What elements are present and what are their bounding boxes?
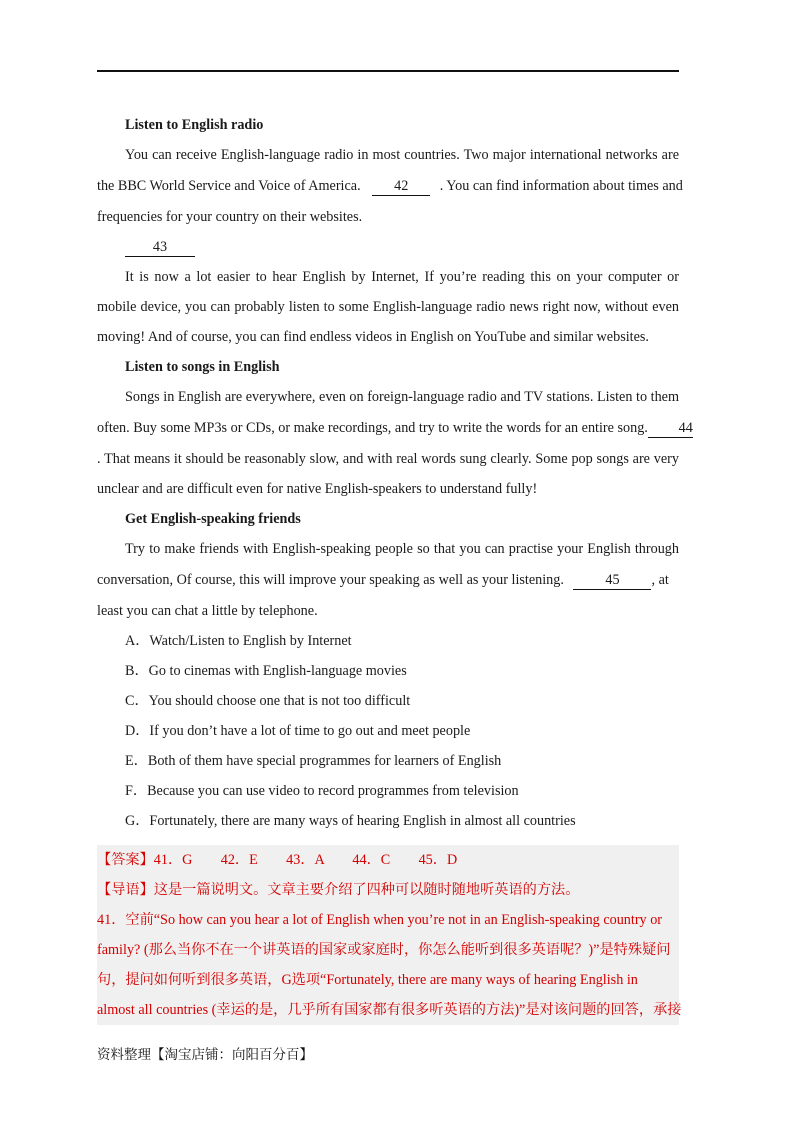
blank-42: 42	[372, 177, 430, 196]
paragraph-line	[97, 412, 693, 444]
answer-explanation-line: family? (那么当你不在一个讲英语的国家或家庭时，你怎么能听到很多英语呢？)”是特殊疑问	[97, 942, 671, 958]
paragraph-text: often. Buy some MP3s or CDs, or make recordings, and try to write the words for an entire song.	[97, 420, 648, 436]
answer-explanation-line: 41．空前“So how can you hear a lot of English when you’re not in an English-speaking country or	[97, 912, 663, 928]
option-d: D．If you don’t have a lot of time to go out and meet people	[125, 723, 471, 739]
paragraph-text: . You can find information about times and	[439, 178, 683, 194]
section-heading-songs: Listen to songs in English	[125, 359, 280, 375]
option-g: G．Fortunately, there are many ways of hearing English in almost all countries	[125, 813, 576, 829]
section-heading-radio: Listen to English radio	[125, 117, 264, 133]
paragraph-line: Try to make friends with English-speaking people so that you can practise your English through	[125, 541, 679, 557]
paragraph-line: moving! And of course, you can find endless videos in English on YouTube and similar websites.	[97, 329, 649, 345]
paragraph-line: least you can chat a little by telephone.	[97, 603, 318, 619]
option-a: A．Watch/Listen to English by Internet	[125, 633, 352, 649]
blank-45: 45	[573, 571, 651, 590]
section-heading-friends: Get English-speaking friends	[125, 511, 301, 527]
header-rule	[97, 70, 679, 72]
paragraph-line	[97, 564, 679, 596]
blank-43: 43	[125, 238, 195, 257]
blank-line-43	[97, 232, 679, 262]
paragraph-text: conversation, Of course, this will improve your speaking as well as your listening.	[97, 572, 564, 588]
paragraph-text: , at	[651, 572, 669, 588]
passage	[97, 110, 693, 836]
paragraph-line: frequencies for your country on their websites.	[97, 209, 363, 225]
answer-key: 【答案】41．G 42．E 43．A 44．C 45．D	[97, 852, 458, 868]
answer-explanation-line: almost all countries (幸运的是，几乎所有国家都有很多听英语的方法)”是对该问题的回答，承接	[97, 1002, 682, 1018]
answer-intro: 【导语】这是一篇说明文。文章主要介绍了四种可以随时随地听英语的方法。	[97, 882, 580, 898]
paragraph-line: unclear and are difficult even for native English-speakers to understand fully!	[97, 481, 538, 497]
paragraph-line: Songs in English are everywhere, even on foreign-language radio and TV stations. Listen to them	[125, 389, 679, 405]
paragraph-text: the BBC World Service and Voice of America.	[97, 178, 361, 194]
page-footer: 资料整理【淘宝店铺：向阳百分百】	[97, 1047, 313, 1063]
paragraph-line: . That means it should be reasonably slow, and with real words sung clearly. Some pop songs are very	[97, 451, 679, 467]
option-b: B．Go to cinemas with English-language movies	[125, 663, 407, 679]
option-f: F．Because you can use video to record programmes from television	[125, 783, 519, 799]
answer-block	[97, 845, 682, 1025]
option-e: E．Both of them have special programmes for learners of English	[125, 753, 502, 769]
paragraph-line: You can receive English-language radio in most countries. Two major international networks are	[125, 147, 679, 163]
answer-explanation-line: 句，提问如何听到很多英语，G选项“Fortunately, there are many ways of hearing English in	[97, 972, 638, 988]
paragraph-line	[97, 170, 683, 202]
option-c: C．You should choose one that is not too difficult	[125, 693, 411, 709]
blank-44: 44	[648, 419, 693, 438]
paragraph-line: mobile device, you can probably listen to some English-language radio news right now, without even	[97, 299, 679, 315]
paragraph-line: It is now a lot easier to hear English by Internet, If you’re reading this on your computer or	[125, 269, 679, 285]
